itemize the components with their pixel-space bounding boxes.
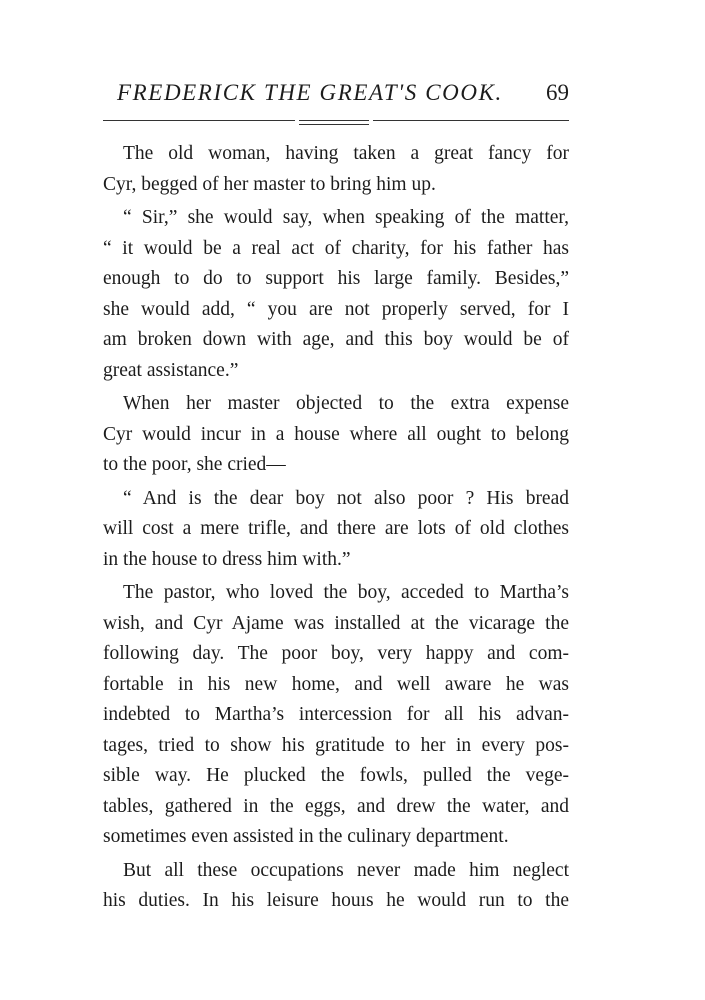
text-line: tages, tried to show his gratitude to her in every pos- — [103, 734, 569, 756]
text-line: to the poor, she cried— — [103, 454, 286, 475]
text-line: tables, gathered in the eggs, and drew the water, and — [103, 795, 569, 817]
text-line: will cost a mere trifle, and there are lots of old clothes — [103, 518, 569, 539]
paragraph — [103, 578, 569, 853]
text-line: sible way. He plucked the fowls, pulled the vege- — [103, 765, 569, 786]
page-number: 69 — [546, 80, 569, 105]
running-head — [103, 80, 569, 110]
text-line: “ Sir,” she would say, when speaking of the matter, — [123, 207, 569, 228]
text-line: fortable in his new home, and well aware he was — [103, 673, 569, 695]
text-line: “ it would be a real act of charity, for his father has — [103, 237, 569, 259]
paragraph — [103, 484, 569, 576]
text-line: indebted to Martha’s intercession for all his advan- — [103, 704, 569, 725]
text-line: The pastor, who loved the boy, acceded to Martha’s — [123, 582, 569, 603]
paragraph — [103, 856, 569, 917]
text-line: she would add, “ you are not properly served, for I — [103, 298, 569, 320]
text-line: “ And is the dear boy not also poor ? His bread — [123, 487, 569, 509]
header-rule — [103, 120, 569, 124]
paragraph — [103, 389, 569, 481]
text-line: am broken down with age, and this boy would be of — [103, 329, 569, 350]
text-line: Cyr would incur in a house where all ought to belong — [103, 423, 569, 445]
text-line: wish, and Cyr Ajame was installed at the vicarage the — [103, 612, 569, 634]
text-line: The old woman, having taken a great fancy for — [123, 143, 569, 164]
header-rule-segment — [299, 120, 369, 125]
text-line: But all these occupations never made him neglect — [123, 859, 569, 881]
text-line: his duties. In his leisure houıs he would run to the — [103, 890, 569, 911]
paragraph — [103, 203, 569, 386]
running-title: FREDERICK THE GREAT'S COOK. — [117, 80, 503, 105]
text-line: great assistance.” — [103, 359, 239, 381]
header-rule-segment — [103, 120, 295, 121]
text-line: in the house to dress him with.” — [103, 548, 351, 570]
text-line: enough to do to support his large family. Besides,” — [103, 268, 569, 289]
text-line: Cyr, begged of her master to bring him up. — [103, 173, 436, 195]
text-line: When her master objected to the extra expense — [123, 393, 569, 414]
body-text — [103, 139, 569, 917]
text-line: following day. The poor boy, very happy and com- — [103, 643, 569, 664]
text-line: sometimes even assisted in the culinary department. — [103, 826, 509, 847]
header-rule-segment — [373, 120, 569, 121]
paragraph — [103, 139, 569, 200]
